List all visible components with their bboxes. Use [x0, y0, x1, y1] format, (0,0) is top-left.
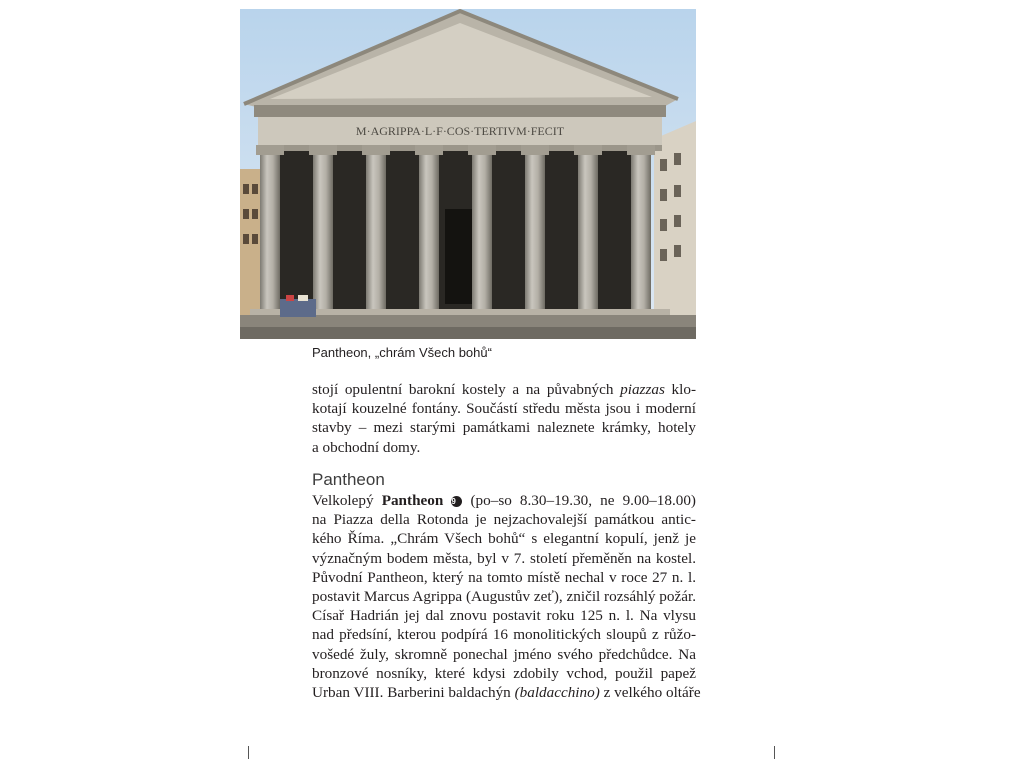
text-line: kého Říma. „Chrám Všech bohů“ s elegantní kopulí, jenž je: [312, 530, 696, 548]
frieze-inscription: M·AGRIPPA·L·F·COS·TERTIVM·FECIT: [355, 124, 565, 138]
map-marker-icon: 9: [451, 496, 462, 507]
bold-term: Pantheon: [381, 492, 444, 509]
text-line: nad předsíní, kterou podpírá 16 monolitických sloupů z růžo-: [312, 626, 696, 644]
text-line: kotají kouzelné fontány. Součástí středu města jsou i moderní: [312, 400, 696, 418]
text-line: na Piazza della Rotonda je nejzachovalejší památkou antic-: [312, 511, 696, 529]
line-text: Urban VIII. Barberini baldachýn: [312, 683, 515, 701]
line-text: z velkého oltáře: [599, 683, 701, 701]
crop-mark-right: [774, 746, 775, 759]
photo-caption: Pantheon, „chrám Všech bohů“: [312, 345, 492, 360]
text-line: a obchodní domy.: [312, 438, 421, 456]
pantheon-photo: [240, 9, 696, 339]
text-line: bronzové nosníky, které kdysi zdobily vchod, použil papež: [312, 664, 696, 682]
text-line: [312, 683, 701, 702]
text-line: stojí opulentní barokní kostely a na půvabných piazzas klo-: [312, 381, 696, 398]
text-line: postavit Marcus Agrippa (Augustův zeť), zničil rozsáhlý požár.: [312, 587, 696, 605]
italic-term: piazzas: [620, 381, 665, 398]
opening-hours: (po–so 8.30–19.30, ne 9.00–18.00): [462, 492, 696, 509]
crop-mark-left: [248, 746, 249, 759]
italic-term: (baldacchino): [514, 683, 600, 701]
intro-paragraph: [312, 380, 696, 457]
text-line: význačným bodem města, byl v 7. století přeměněn na kostel.: [312, 549, 696, 567]
text-line: stavby – mezi starými památkami naleznete krámky, hotely: [312, 419, 696, 437]
text-line: vošedé žuly, skromně ponechal jméno svého předchůdce. Na: [312, 645, 696, 663]
text-line: [312, 491, 696, 510]
line-text: Velkolepý: [312, 492, 382, 509]
text-line: Císař Hadrián jej dal znovu postavit roku 125 n. l. Na vlysu: [312, 607, 696, 625]
pantheon-paragraph: [312, 491, 701, 702]
section-heading: Pantheon: [312, 470, 385, 489]
text-line: Původní Pantheon, který na tomto místě nechal v roce 27 n. l.: [312, 568, 696, 586]
